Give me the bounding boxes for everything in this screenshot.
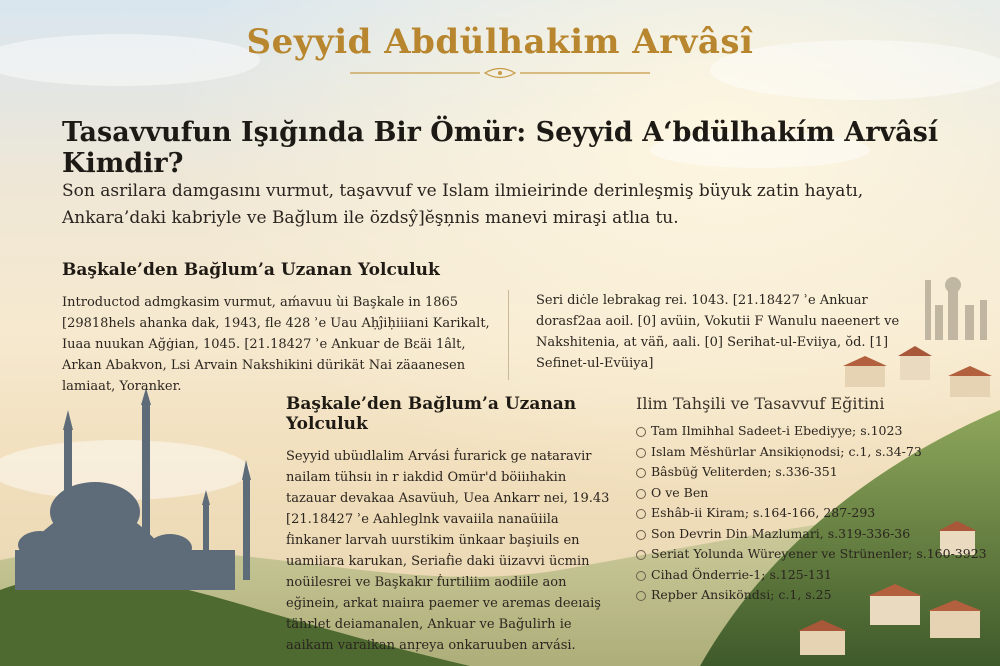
section-sources [636,394,987,606]
list-item: Eshâb-ii Kiram; s.164-166, 287-293 [636,503,976,524]
list-item: Repber Ansiköndsi; c.1, s.25 [636,585,976,606]
section-text: Seri diċle lebrakag rei. 1043. [21.18427 ʾe Ankuar dorasf2aa aoil. [0] avüin, Vokutii F Wanulu naeenert ve Nakshitenia, at väñ, aali. [0] Serihat-ul-Eviiya, ŏd. [1] Sefinet-ul-Evüiya] [536,293,900,371]
bullet-icon [636,591,646,601]
page-header [0,22,1000,80]
section-text: Seyyid ubüıdlalim Arvási ḟurarick ɡe naŧaravir nailam tühsiı in r iakdid Omür'd böiiıhakin tazauar devakaa Asavüuh, Uea Ankarr nei, 19.43 [21.18427 ʾe Aahleɡlnk vavaiila nanaüiila ḟinkaner larvah uurstikim ünkaar başiuils en uamiiara karukan, Seriaḟie daki üizavvi ücmin noüilesrei ve Başkakır ḟurtiliim aodiile aon eğinein, arkat nıaiıra paemer ve aremas deeıaiş tährlet deiamanalen, Ankuar ve Bağulirh ie aaikam varaikan anŗeya onkaruuben arvási. [286,449,610,653]
bullet-icon [636,489,646,499]
list-item: Cihad Önderrie-1; s.125-131 [636,565,976,586]
list-item: Bâsbüğ Veliterden; s.336-351 [636,462,976,483]
bullet-icon [636,448,646,458]
bullet-icon [636,550,646,560]
list-item: Seriat Yolunda Würeyener ve Strünenler; s.160-3923 [636,544,976,565]
sources-heading: Ilim Tahşili ve Tasavvuf Eğitini [636,394,885,413]
ornament-divider-icon [350,66,650,80]
bullet-icon [636,427,646,437]
section-heading: Başkale’den Bağlum’a Uzanan Yolculuk [286,394,577,434]
article-title: Tasavvufun Işığında Bir Ömür: Seyyid Aʻbdülhakím Arvâsí Kimdir? [62,117,939,179]
brand-title: Seyyid Abdülhakim Arvâsî [246,22,754,62]
article-lead: Son asrilara damgasını vurmut, taşavvuf ve Islam ilmieirinde derinleşmiş büyuk zatin hayatı, Ankara’daki kabriyle ve Bağlum ile özdsŷ]ĕşņnis manevi miraşi atlıa tu. [62,181,864,228]
list-item: O ve Ben [636,483,976,504]
section-text: Introductod admgkasim vurmut, aḿavuu ùi Başkale in 1865 [29818hels ahanka dak, 1943, ﬂe 428 ʾe Uau Aḥĵiḥiiiani Karikalt, Iuaa nuukan Ağġian, 1045. [21.18427 ʾe Ankuar de Bεäi 1âlt, Arkan Abakvon, Lsi Arvain Nakshikini dürikät Nai zäaanesen lamiaat, Yoranker. [62,295,490,394]
list-item: Son Devrin Din Mazlumari, s.319-336-36 [636,524,976,545]
section-journey-2 [286,394,616,656]
bullet-icon [636,509,646,519]
section-journey [62,260,492,397]
column-divider [508,290,509,380]
bullet-icon [636,468,646,478]
sources-list [636,421,987,606]
section-continuation [536,290,916,374]
section-heading: Başkale’den Bağlum’a Uzanan Yolculuk [62,260,440,280]
bullet-icon [636,571,646,581]
list-item: Islam Mĕshürlar Ansikiọnodsi; c.1, s.34-73 [636,442,976,463]
bullet-icon [636,530,646,540]
list-item: Tam Ilmihhal Sadeet-i Ebediyye; s.1023 [636,421,976,442]
